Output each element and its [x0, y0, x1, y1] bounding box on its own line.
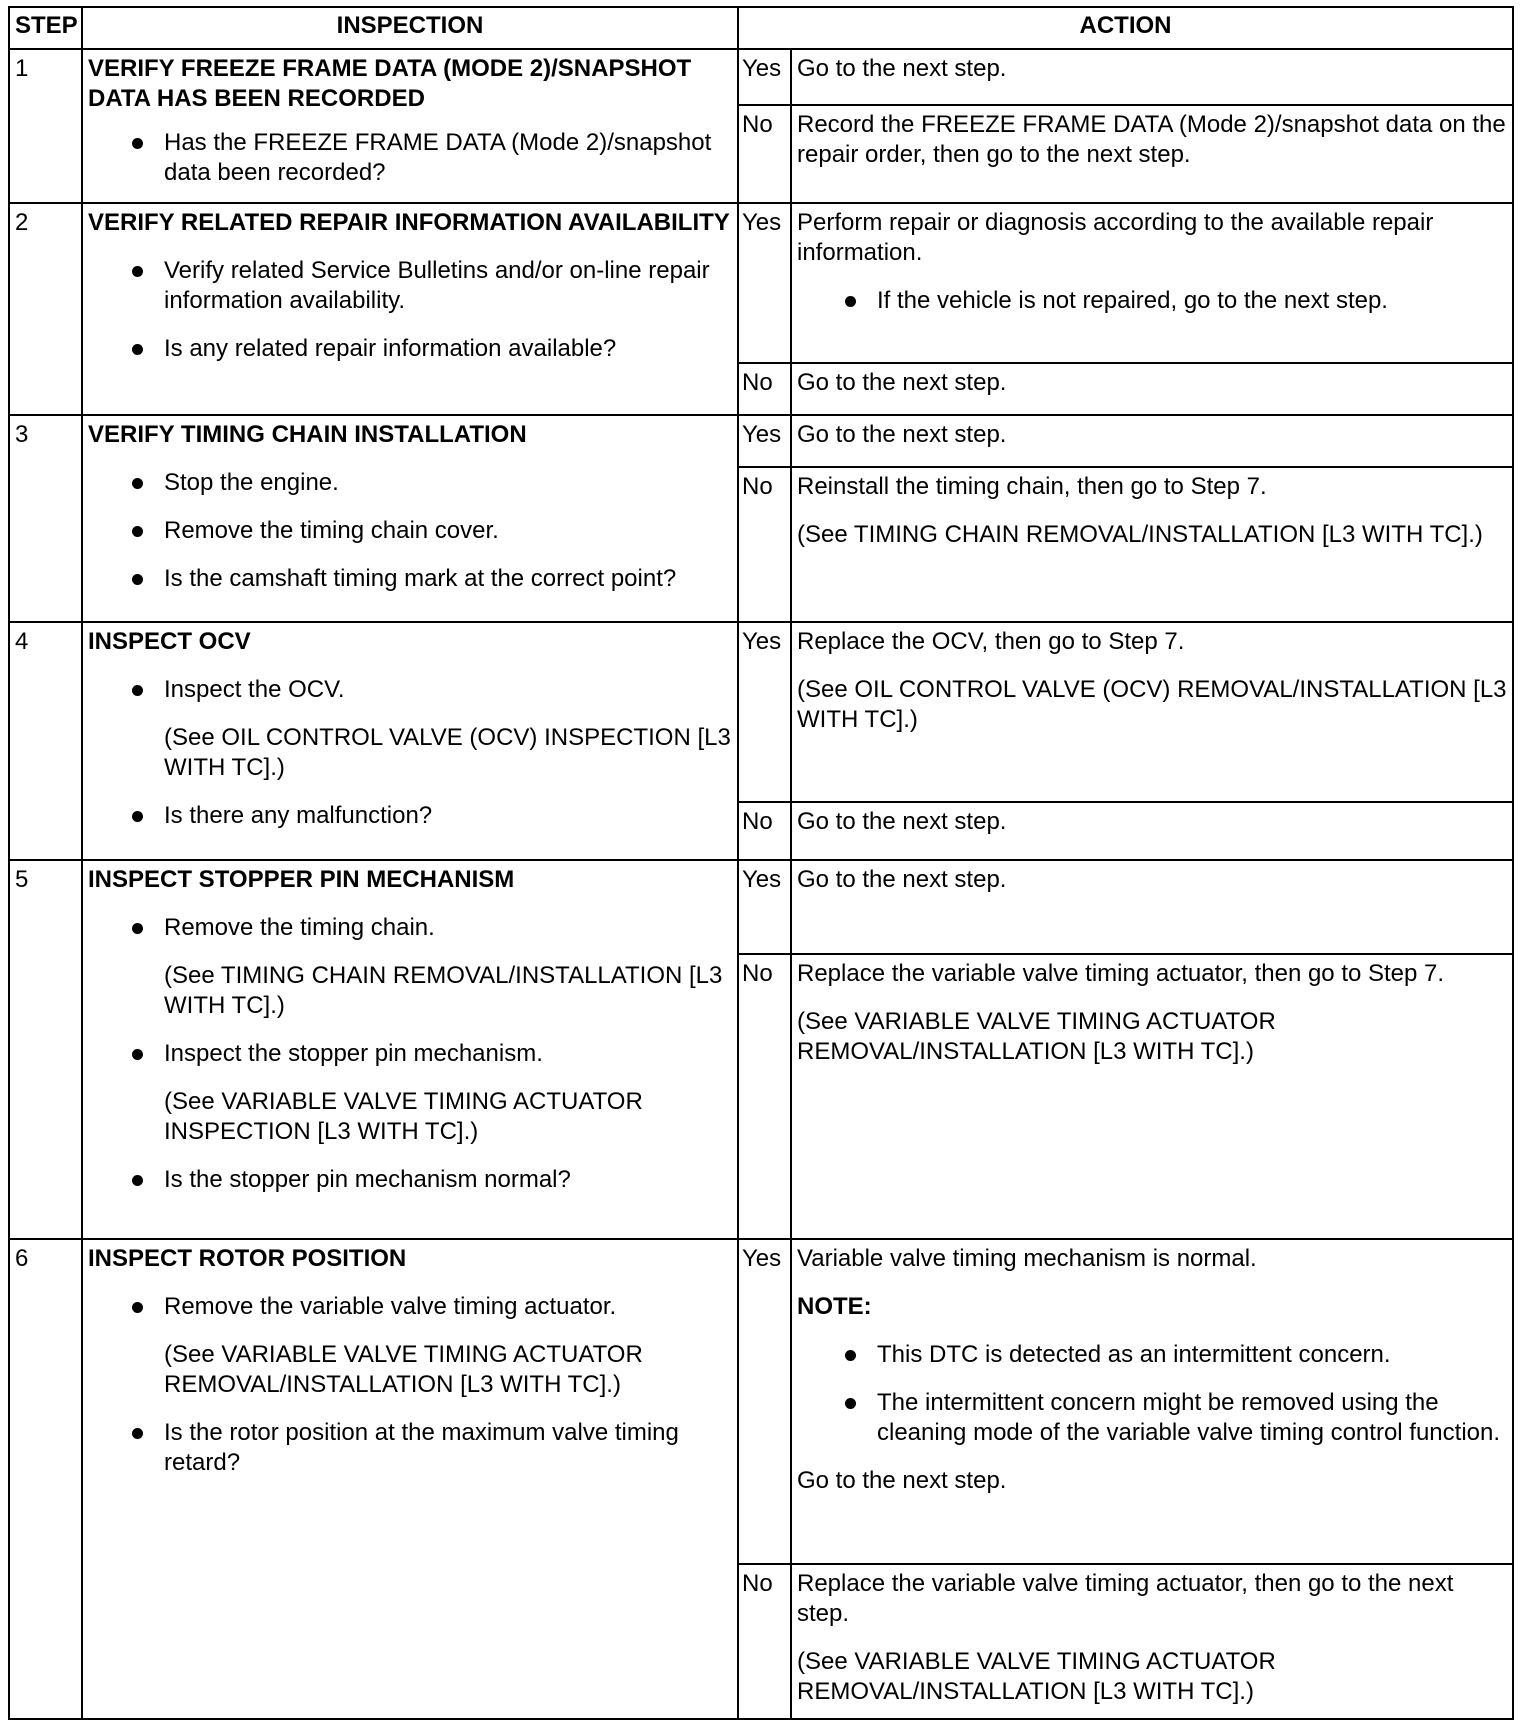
step-title: INSPECT ROTOR POSITION [88, 1245, 407, 1272]
step-title: VERIFY TIMING CHAIN INSTALLATION [88, 421, 527, 448]
inspection-cell [82, 622, 738, 860]
inspection-cell [82, 203, 738, 415]
inspection-item: Remove the timing chain. [88, 913, 732, 943]
table-row [9, 415, 1513, 467]
yes-action: Variable valve timing mechanism is normal. [797, 1245, 1257, 1272]
step-title: INSPECT OCV [88, 628, 251, 655]
diagnostic-procedure-table [8, 6, 1514, 1720]
step-number: 2 [9, 203, 82, 415]
inspection-reference: (See TIMING CHAIN REMOVAL/INSTALLATION [L3 WITH TC].) [164, 962, 723, 1019]
no-label: No [738, 363, 791, 415]
yes-action: Perform repair or diagnosis according to the available repair information. [797, 209, 1434, 266]
step-title: VERIFY FREEZE FRAME DATA (MODE 2)/SNAPSHOT DATA HAS BEEN RECORDED [88, 55, 692, 112]
no-reference: (See VARIABLE VALVE TIMING ACTUATOR REMOVAL/INSTALLATION [L3 WITH TC].) [797, 1008, 1276, 1065]
no-action-cell [791, 467, 1513, 622]
inspection-reference: (See VARIABLE VALVE TIMING ACTUATOR REMOVAL/INSTALLATION [L3 WITH TC].) [164, 1341, 643, 1398]
no-action-cell [791, 1564, 1513, 1719]
no-label: No [738, 1564, 791, 1719]
inspection-item: Stop the engine. [88, 468, 732, 498]
note-label: NOTE: [797, 1293, 872, 1320]
no-label: No [738, 467, 791, 622]
inspection-item: Is the camshaft timing mark at the correct point? [88, 564, 732, 594]
no-action: Replace the variable valve timing actuator, then go to the next step. [797, 1570, 1454, 1627]
inspection-item: Verify related Service Bulletins and/or on-line repair information availability. [88, 256, 732, 316]
yes-label: Yes [738, 203, 791, 363]
yes-reference: (See OIL CONTROL VALVE (OCV) REMOVAL/INSTALLATION [L3 WITH TC].) [797, 676, 1507, 733]
yes-action-cell [791, 203, 1513, 363]
note-item: This DTC is detected as an intermittent concern. [797, 1340, 1507, 1370]
no-reference: (See VARIABLE VALVE TIMING ACTUATOR REMOVAL/INSTALLATION [L3 WITH TC].) [797, 1648, 1276, 1705]
yes-action: Go to the next step. [791, 49, 1513, 105]
yes-action-cell [791, 622, 1513, 802]
inspection-cell [82, 860, 738, 1239]
table-row [9, 1239, 1513, 1564]
inspection-cell [82, 1239, 738, 1719]
yes-label: Yes [738, 860, 791, 954]
action-item: If the vehicle is not repaired, go to the next step. [797, 286, 1507, 316]
yes-label: Yes [738, 415, 791, 467]
yes-label: Yes [738, 1239, 791, 1564]
step-number: 4 [9, 622, 82, 860]
table-row [9, 622, 1513, 802]
yes-label: Yes [738, 622, 791, 802]
yes-next-step: Go to the next step. [797, 1467, 1007, 1494]
inspection-cell [82, 415, 738, 622]
no-label: No [738, 105, 791, 203]
step-header: STEP [9, 7, 82, 49]
yes-action: Replace the OCV, then go to Step 7. [797, 628, 1185, 655]
step-title: INSPECT STOPPER PIN MECHANISM [88, 866, 515, 893]
step-number: 5 [9, 860, 82, 1239]
no-action: Go to the next step. [791, 802, 1513, 860]
no-action: Go to the next step. [791, 363, 1513, 415]
step-title: VERIFY RELATED REPAIR INFORMATION AVAILABILITY [88, 209, 730, 236]
no-action: Reinstall the timing chain, then go to Step 7. [797, 473, 1267, 500]
no-action-cell [791, 954, 1513, 1239]
inspection-reference: (See OIL CONTROL VALVE (OCV) INSPECTION [L3 WITH TC].) [164, 724, 731, 781]
step-number: 1 [9, 49, 82, 203]
step-number: 3 [9, 415, 82, 622]
yes-action: Go to the next step. [791, 415, 1513, 467]
inspection-item: Is any related repair information available? [88, 334, 732, 364]
inspection-cell [82, 49, 738, 203]
inspection-item: Is the stopper pin mechanism normal? [88, 1165, 732, 1195]
yes-action-cell [791, 1239, 1513, 1564]
no-label: No [738, 954, 791, 1239]
header-row [9, 7, 1513, 49]
step-number: 6 [9, 1239, 82, 1719]
yes-label: Yes [738, 49, 791, 105]
inspection-item: Remove the timing chain cover. [88, 516, 732, 546]
table-row [9, 860, 1513, 954]
table-row [9, 49, 1513, 105]
yes-action: Go to the next step. [791, 860, 1513, 954]
no-label: No [738, 802, 791, 860]
inspection-item: Inspect the OCV. [88, 675, 732, 705]
action-header: ACTION [738, 7, 1513, 49]
no-reference: (See TIMING CHAIN REMOVAL/INSTALLATION [L3 WITH TC].) [797, 521, 1483, 548]
inspection-header: INSPECTION [82, 7, 738, 49]
no-action: Record the FREEZE FRAME DATA (Mode 2)/snapshot data on the repair order, then go to the next step. [791, 105, 1513, 203]
inspection-item: Inspect the stopper pin mechanism. [88, 1039, 732, 1069]
inspection-item: Has the FREEZE FRAME DATA (Mode 2)/snapshot data been recorded? [88, 128, 732, 188]
table-row [9, 203, 1513, 363]
inspection-item: Is there any malfunction? [88, 801, 732, 831]
note-item: The intermittent concern might be removed using the cleaning mode of the variable valve timing control function. [797, 1388, 1507, 1448]
no-action: Replace the variable valve timing actuator, then go to Step 7. [797, 960, 1445, 987]
inspection-item: Is the rotor position at the maximum valve timing retard? [88, 1418, 732, 1478]
inspection-reference: (See VARIABLE VALVE TIMING ACTUATOR INSPECTION [L3 WITH TC].) [164, 1088, 643, 1145]
inspection-item: Remove the variable valve timing actuator. [88, 1292, 732, 1322]
